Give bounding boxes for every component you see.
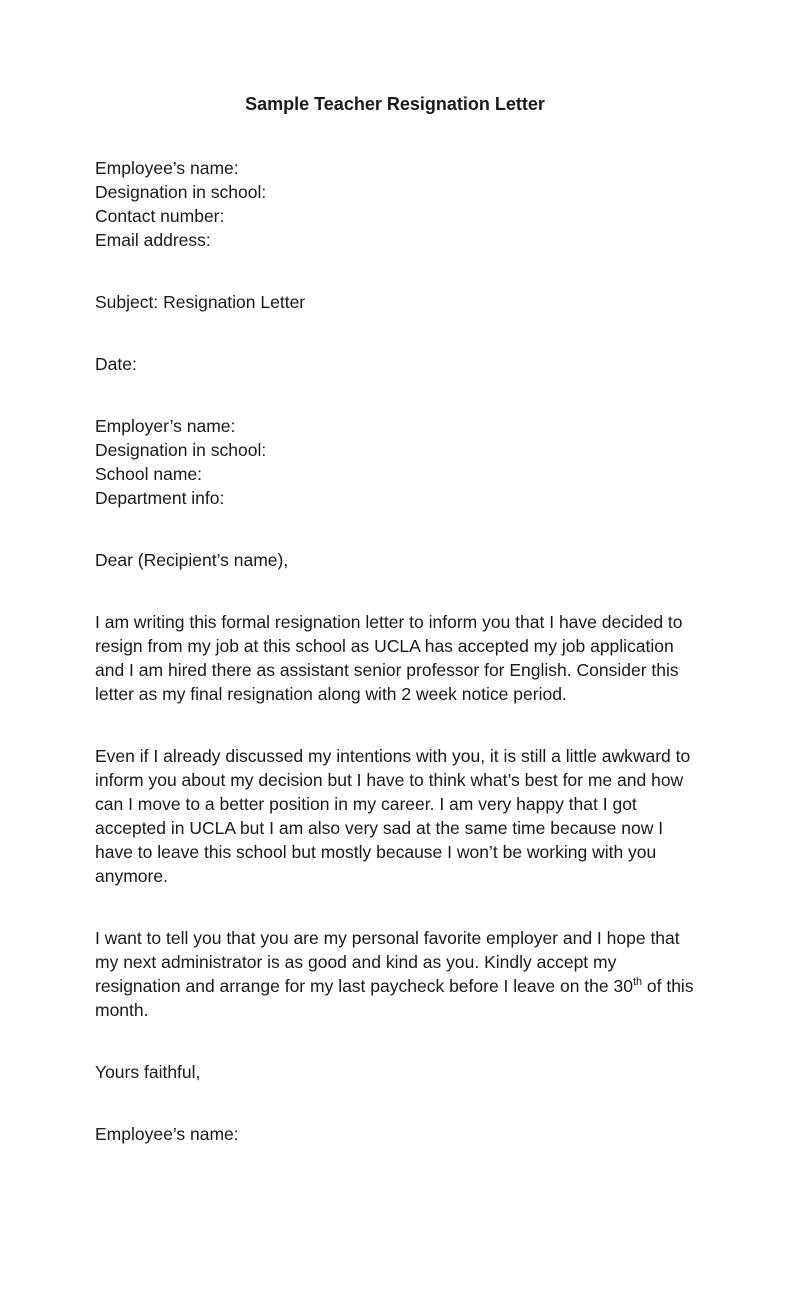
paragraph-3-text-after: of this month.	[95, 976, 694, 1020]
employee-name-line: Employee’s name:	[95, 158, 239, 178]
date-line: Date:	[95, 354, 137, 374]
closing-line: Yours faithful,	[95, 1062, 201, 1082]
salutation: Dear (Recipient’s name),	[95, 550, 289, 570]
ordinal-superscript: th	[632, 976, 643, 989]
subject-line: Subject: Resignation Letter	[95, 292, 306, 312]
employee-designation-line: Designation in school:	[95, 182, 267, 202]
school-name-line: School name:	[95, 464, 203, 484]
employee-email-line: Email address:	[95, 230, 211, 250]
employee-info-block	[95, 156, 695, 252]
paragraph-3	[95, 926, 695, 1022]
employee-contact-line: Contact number:	[95, 206, 225, 226]
employer-name-line: Employer’s name:	[95, 416, 236, 436]
employer-info-block	[95, 414, 695, 510]
paragraph-2: Even if I already discussed my intentions with you, it is still a little awkward to inform you about my decision but I have to think what’s best for me and how can I move to a better position in my career. I am very happy that I got accepted in UCLA but I am also very sad at the same time because now I have to leave this school but mostly because I won’t be working with you anymore.	[95, 746, 691, 886]
paragraph-3-text-before: I want to tell you that you are my personal favorite employer and I hope that my next administrator is as good and kind as you. Kindly accept my resignation and arrange for my last paycheck before I leave on the 30	[95, 928, 680, 996]
paragraph-1: I am writing this formal resignation letter to inform you that I have decided to resign from my job at this school as UCLA has accepted my job application and I am hired there as assistant senior professor for English. Consider this letter as my final resignation along with 2 week notice period.	[95, 612, 683, 704]
document-title: Sample Teacher Resignation Letter	[245, 94, 545, 114]
signature-line: Employee’s name:	[95, 1124, 239, 1144]
department-info-line: Department info:	[95, 488, 225, 508]
employer-designation-line: Designation in school:	[95, 440, 267, 460]
